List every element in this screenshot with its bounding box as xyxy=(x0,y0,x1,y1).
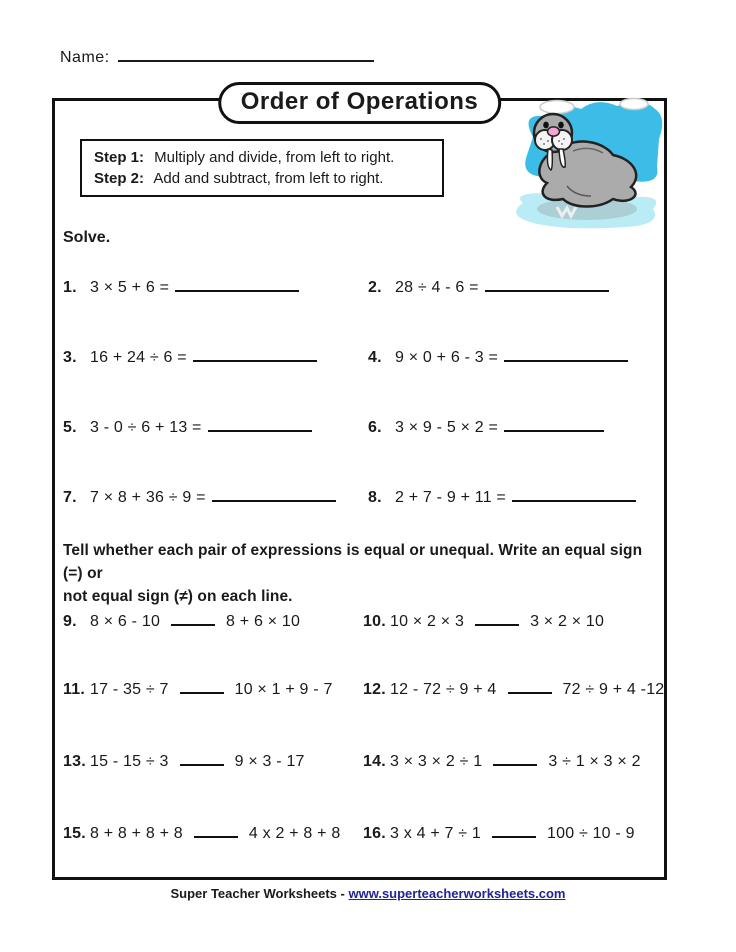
comparison-blank xyxy=(180,762,224,766)
solve-problem-5 xyxy=(63,419,312,437)
step2-label: Step 2: xyxy=(94,170,145,187)
comparison-blank xyxy=(171,622,215,626)
solve-problem-1 xyxy=(63,279,299,297)
solve-heading: Solve. xyxy=(63,229,111,246)
right-expression: 8 + 6 × 10 xyxy=(226,613,301,630)
instructions-line-2: not equal sign (≠) on each line. xyxy=(63,588,293,605)
right-expression: 9 × 3 - 17 xyxy=(234,753,305,770)
compare-problem-16 xyxy=(363,825,635,843)
answer-blank xyxy=(208,428,312,432)
solve-problem-7 xyxy=(63,489,336,507)
problem-number: 2. xyxy=(368,279,382,296)
compare-problem-10 xyxy=(363,613,604,631)
problem-number: 3. xyxy=(63,349,77,366)
answer-blank xyxy=(175,288,299,292)
step-line xyxy=(94,147,434,168)
problem-number: 12. xyxy=(363,681,386,698)
problem-number: 14. xyxy=(363,753,386,770)
problem-expression: 9 × 0 + 6 - 3 = xyxy=(395,349,499,366)
compare-problem-15 xyxy=(63,825,340,843)
solve-problem-3 xyxy=(63,349,317,367)
step1-text: Multiply and divide, from left to right. xyxy=(154,149,395,166)
compare-problem-11 xyxy=(63,681,333,699)
solve-problem-6 xyxy=(368,419,604,437)
walrus-eye xyxy=(543,122,549,129)
compare-problem-12 xyxy=(363,681,664,699)
whisker-dot xyxy=(543,143,545,145)
problem-number: 1. xyxy=(63,279,77,296)
left-expression: 8 + 8 + 8 + 8 xyxy=(90,825,183,842)
comparison-blank xyxy=(508,690,552,694)
walrus-tusk xyxy=(547,149,552,170)
right-expression: 4 x 2 + 8 + 8 xyxy=(248,825,341,842)
whisker-dot xyxy=(561,143,563,145)
right-expression: 3 × 2 × 10 xyxy=(530,613,605,630)
steps-box xyxy=(80,139,444,197)
problem-number: 11. xyxy=(63,681,85,698)
name-label: Name: xyxy=(60,49,110,66)
page-title: Order of Operations xyxy=(218,82,502,124)
compare-problem-13 xyxy=(63,753,305,771)
right-expression: 3 ÷ 1 × 3 × 2 xyxy=(548,753,641,770)
left-expression: 3 x 4 + 7 ÷ 1 xyxy=(390,825,481,842)
whisker-dot xyxy=(563,138,565,140)
walrus-eye xyxy=(558,122,564,129)
walrus-icon xyxy=(503,93,671,245)
solve-problem-8 xyxy=(368,489,636,507)
step2-text: Add and subtract, from left to right. xyxy=(153,170,384,187)
worksheet-frame xyxy=(52,88,667,880)
instructions-line-1: Tell whether each pair of expressions is equal or unequal. Write an equal sign (=) or xyxy=(63,542,643,582)
left-expression: 8 × 6 - 10 xyxy=(90,613,161,630)
problem-number: 13. xyxy=(63,753,86,770)
problem-number: 4. xyxy=(368,349,382,366)
answer-blank xyxy=(485,288,609,292)
problem-number: 10. xyxy=(363,613,386,630)
problem-expression: 3 - 0 ÷ 6 + 13 = xyxy=(90,419,202,436)
problem-number: 5. xyxy=(63,419,77,436)
compare-instructions xyxy=(63,539,664,608)
answer-blank xyxy=(504,358,628,362)
comparison-blank xyxy=(475,622,519,626)
left-expression: 17 - 35 ÷ 7 xyxy=(90,681,169,698)
cloud-icon xyxy=(540,101,574,114)
problem-number: 9. xyxy=(63,613,77,630)
problem-expression: 28 ÷ 4 - 6 = xyxy=(395,279,479,296)
right-expression: 100 ÷ 10 - 9 xyxy=(547,825,635,842)
footer-link[interactable]: www.superteacherworksheets.com xyxy=(348,886,566,901)
problem-number: 15. xyxy=(63,825,86,842)
answer-blank xyxy=(504,428,604,432)
whisker-dot xyxy=(540,138,542,140)
compare-problem-9 xyxy=(63,613,300,631)
problem-expression: 2 + 7 - 9 + 11 = xyxy=(395,489,506,506)
left-expression: 10 × 2 × 3 xyxy=(390,613,465,630)
right-expression: 72 ÷ 9 + 4 -12 xyxy=(562,681,665,698)
problem-number: 7. xyxy=(63,489,77,506)
problem-expression: 3 × 9 - 5 × 2 = xyxy=(395,419,499,436)
problem-expression: 3 × 5 + 6 = xyxy=(90,279,170,296)
step-line xyxy=(94,168,434,189)
whisker-dot xyxy=(558,140,560,142)
problem-number: 8. xyxy=(368,489,382,506)
comparison-blank xyxy=(493,762,537,766)
problem-expression: 7 × 8 + 36 ÷ 9 = xyxy=(90,489,206,506)
problem-number: 16. xyxy=(363,825,386,842)
answer-blank xyxy=(212,498,336,502)
footer-text: Super Teacher Worksheets - xyxy=(170,886,349,901)
solve-problem-4 xyxy=(368,349,628,367)
name-row xyxy=(60,48,374,67)
problem-expression: 16 + 24 ÷ 6 = xyxy=(90,349,187,366)
walrus-nose xyxy=(548,127,560,136)
whisker-dot xyxy=(547,140,549,142)
solve-problem-2 xyxy=(368,279,609,297)
answer-blank xyxy=(512,498,636,502)
problem-number: 6. xyxy=(368,419,382,436)
cloud-icon xyxy=(620,99,648,110)
left-expression: 15 - 15 ÷ 3 xyxy=(90,753,169,770)
left-expression: 3 × 3 × 2 ÷ 1 xyxy=(390,753,483,770)
footer xyxy=(0,886,736,901)
answer-blank xyxy=(193,358,317,362)
name-blank-line xyxy=(118,48,374,62)
right-expression: 10 × 1 + 9 - 7 xyxy=(234,681,333,698)
comparison-blank xyxy=(180,690,224,694)
comparison-blank xyxy=(492,834,536,838)
step1-label: Step 1: xyxy=(94,149,145,166)
left-expression: 12 - 72 ÷ 9 + 4 xyxy=(390,681,497,698)
comparison-blank xyxy=(194,834,238,838)
compare-problem-14 xyxy=(363,753,641,771)
walrus-illustration xyxy=(503,93,671,245)
